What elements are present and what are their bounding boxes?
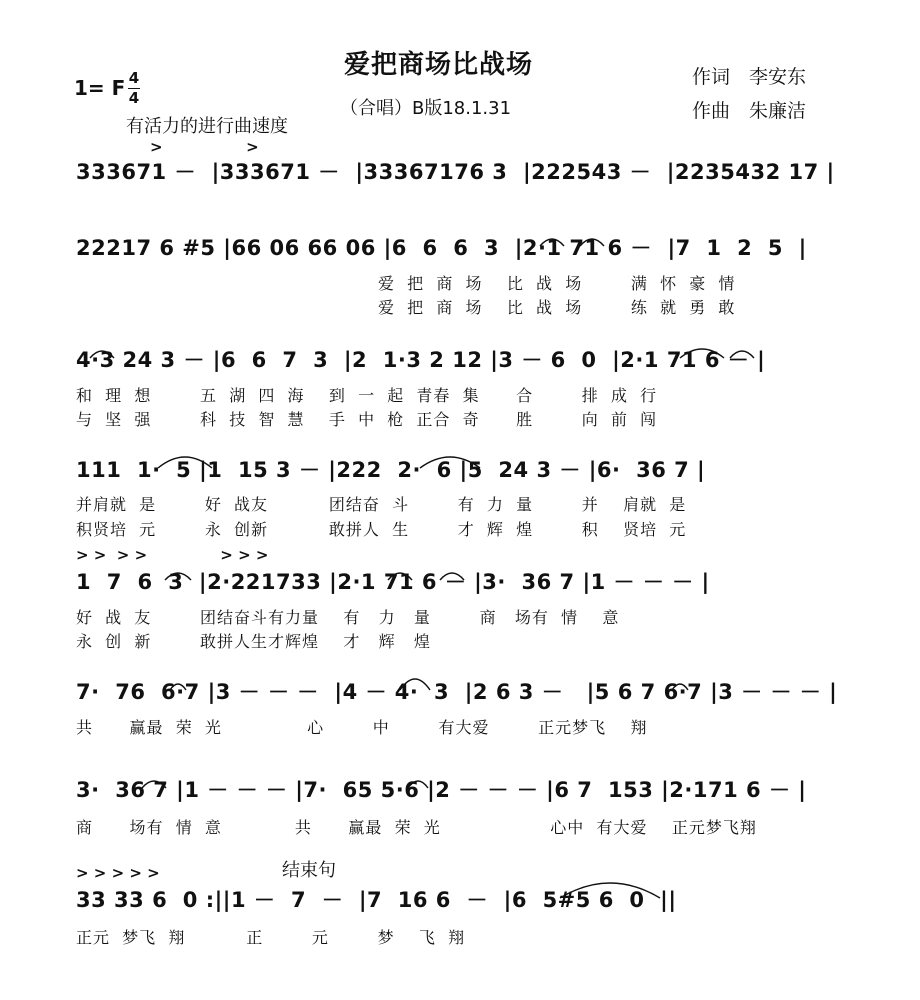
notation-row-6: 7· 76 6·7 |3 － － － |4 － 4· 3 |2 6 3 － |5 6 7 6·7 |3 － － － |: [76, 680, 838, 704]
notation-row-1: 333671 － |333671 － |33367176 3 |222543 － |2235432 17 |: [76, 160, 835, 184]
lyrics-row-3-verse-1: 和 理 想 五 湖 四 海 到 一 起 青春 集 合 排 成 行: [76, 386, 658, 405]
composer-credit: 作曲 朱廉洁: [692, 100, 807, 122]
time-signature: [128, 70, 140, 107]
lyrics-row-2-verse-2: 爱 把 商 场 比 战 场 练 就 勇 敢: [378, 298, 736, 317]
notation-row-3: 4·3 24 3 － |6 6 7 3 |2 1·3 2 12 |3 － 6 0 |2·1 71 6 － |: [76, 348, 766, 372]
notation-row-8: 33 33 6 0 :||1 － 7 － |7 16 6 － |6 5#5 6 0 ||: [76, 888, 677, 912]
lyricist-credit: 作词 李安东: [692, 66, 807, 88]
song-subtitle: （合唱）B版18.1.31: [340, 98, 512, 119]
lyrics-row-4-verse-2: 积贤培 元 永 创新 敢拼人 生 才 辉 煌 积 贤培 元: [76, 520, 687, 539]
lyrics-row-8: 正元 梦飞 翔 正 元 梦 飞 翔: [76, 928, 466, 947]
key-signature: 1= F: [74, 76, 126, 100]
accent-marks-row-5: > > > > > > >: [76, 546, 269, 564]
time-signature-bottom: 4: [128, 89, 140, 107]
lyrics-row-2-verse-1: 爱 把 商 场 比 战 场 满 怀 豪 情: [378, 274, 736, 293]
accent-marks-row-1: > >: [150, 138, 259, 156]
lyrics-row-6: 共 赢最 荣 光 心 中 有大爱 正元梦飞 翔: [76, 718, 648, 737]
lyrics-row-5-verse-2: 永 创 新 敢拼人生才辉煌 才 辉 煌: [76, 632, 431, 651]
lyrics-row-5-verse-1: 好 战 友 团结奋斗有力量 有 力 量 商 场有 情 意: [76, 608, 620, 627]
ending-mark: 结束句: [282, 860, 336, 881]
lyrics-row-4-verse-1: 并肩就 是 好 战友 团结奋 斗 有 力 量 并 肩就 是: [76, 495, 687, 514]
time-signature-top: 4: [128, 69, 140, 87]
song-title: 爱把商场比战场: [344, 50, 534, 80]
notation-row-4: 111 1· 5 |1 15 3 － |222 2· 6 |5 24 3 － |6· 36 7 |: [76, 458, 706, 482]
accent-marks-row-8: > > > > >: [76, 864, 160, 882]
tempo-marking: 有活力的进行曲速度: [126, 116, 288, 137]
notation-row-5: 1 7 6 3 |2·221733 |2·1 71 6 － |3· 36 7 |1 － － － |: [76, 570, 710, 594]
lyrics-row-7: 商 场有 情 意 共 赢最 荣 光 心中 有大爱 正元梦飞翔: [76, 818, 757, 837]
notation-row-2: 22217 6 #5 |66 06 66 06 |6 6 6 3 |2·1 71 6 － |7 1 2 5 |: [76, 236, 807, 260]
notation-row-7: 3· 36 7 |1 － － － |7· 65 5·6 |2 － － － |6 7 153 |2·171 6 － |: [76, 778, 807, 802]
lyrics-row-3-verse-2: 与 坚 强 科 技 智 慧 手 中 枪 正合 奇 胜 向 前 闯: [76, 410, 658, 429]
